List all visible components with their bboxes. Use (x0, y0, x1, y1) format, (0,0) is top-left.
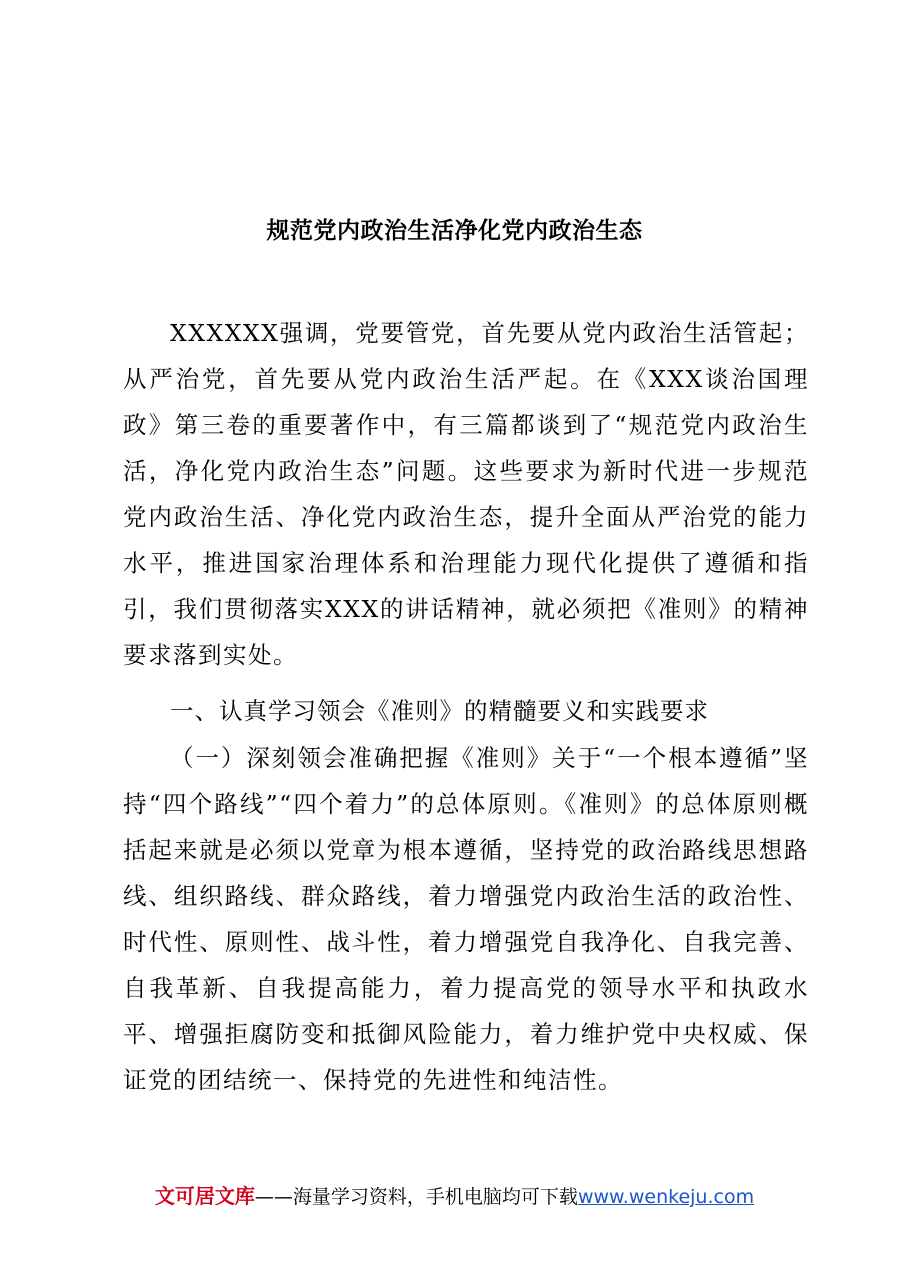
footer-slogan: ——海量学习资料，手机电脑均可下载 (254, 1186, 578, 1208)
body-paragraph: XXXXXX强调，党要管党，首先要从党内政治生活管起；从严治党，首先要从党内政治生活严起。在《XXX谈治国理政》第三卷的重要著作中，有三篇都谈到了“规范党内政治生活，净化党内政治生态”问题。这些要求为新时代进一步规范党内政治生活、净化党内政治生态，提升全面从严治党的能力水平，推进国家治理体系和治理能力现代化提供了遵循和指引，我们贯彻落实XXX的讲话精神，就必须把《准则》的精神要求落到实处。 (123, 319, 809, 669)
document-title: 规范党内政治生活净化党内政治生态 (266, 217, 643, 244)
footer-link[interactable]: www.wenkeju.com (577, 1186, 755, 1208)
body-paragraph: （一）深刻领会准确把握《准则》关于“一个根本遵循”坚持“四个路线”“四个着力”的总体原则。《准则》的总体原则概括起来就是必须以党章为根本遵循，坚持党的政治路线思想路线、组织路线、群众路线，着力增强党内政治生活的政治性、时代性、原则性、战斗性，着力增强党自我净化、自我完善、自我革新、自我提高能力，着力提高党的领导水平和执政水平、增强拒腐防变和抵御风险能力，着力维护党中央权威、保证党的团结统一、保持党的先进性和纯洁性。 (123, 744, 809, 1094)
footer-banner (0, 1181, 909, 1212)
footer-brand: 文可居文库 (154, 1184, 255, 1208)
section-heading: 一、认真学习领会《准则》的精髓要义和实践要求 (170, 697, 709, 725)
